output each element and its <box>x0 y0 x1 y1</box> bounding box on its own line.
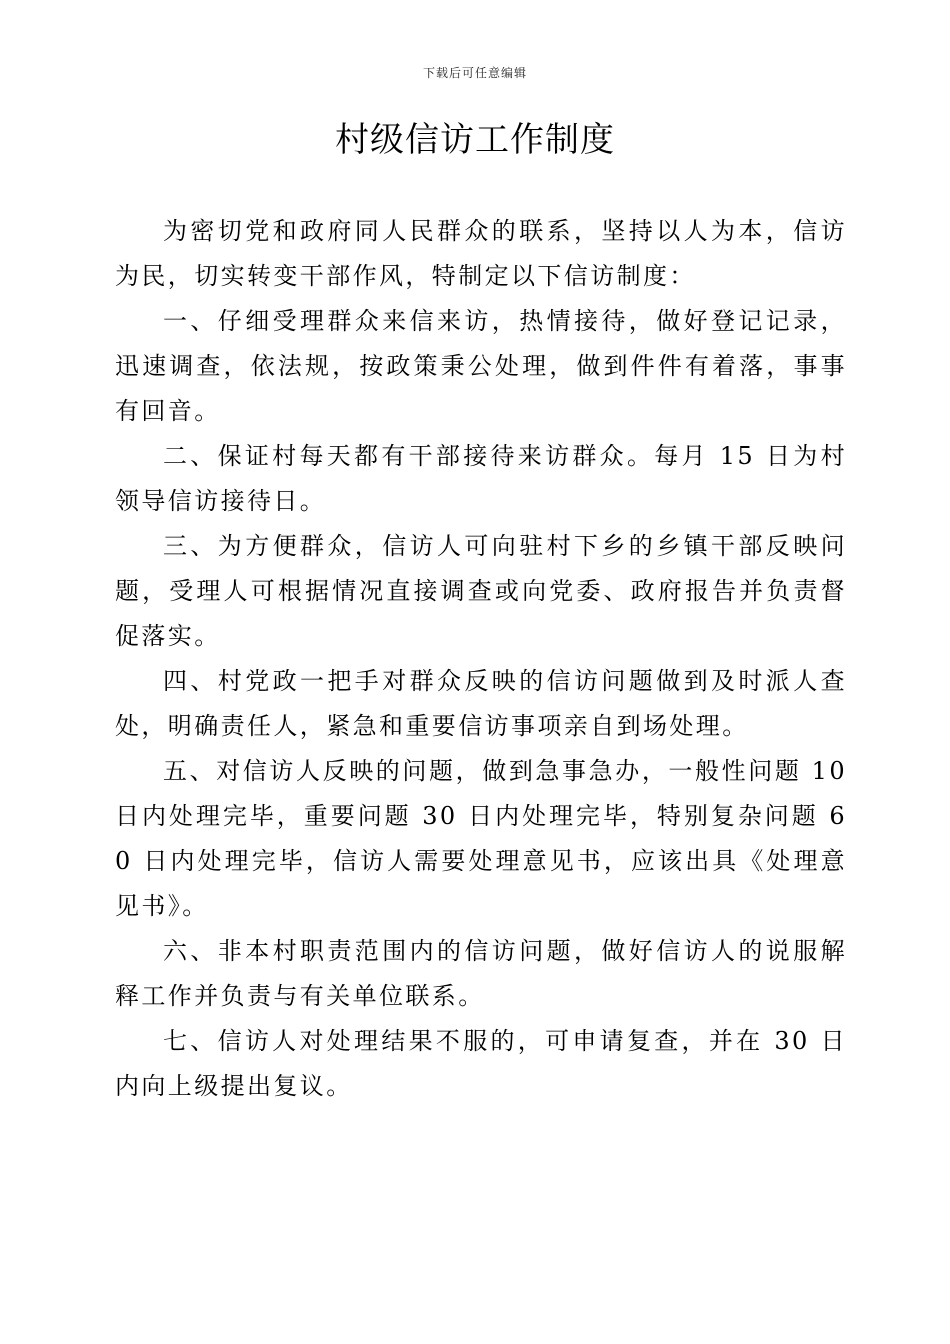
rule-paragraph-4: 四、村党政一把手对群众反映的信访问题做到及时派人查处，明确责任人，紧急和重要信访事项亲自到场处理。 <box>115 667 847 740</box>
document-body <box>115 209 847 1109</box>
header-note: 下载后可任意编辑 <box>422 66 527 80</box>
rule-paragraph-5: 五、对信访人反映的问题，做到急事急办，一般性问题 10 日内处理完毕，重要问题 30 日内处理完毕，特别复杂问题 60 日内处理完毕，信访人需要处理意见书，应该出具《处理意见书》。 <box>115 757 847 920</box>
rule-paragraph-3: 三、为方便群众，信访人可向驻村下乡的乡镇干部反映问题，受理人可根据情况直接调查或向党委、政府报告并负责督促落实。 <box>115 532 847 650</box>
intro-paragraph: 为密切党和政府同人民群众的联系，坚持以人为本，信访为民，切实转变干部作风，特制定以下信访制度： <box>115 217 847 290</box>
rule-paragraph-2: 二、保证村每天都有干部接待来访群众。每月 15 日为村领导信访接待日。 <box>115 442 847 515</box>
rule-paragraph-1: 一、仔细受理群众来信来访，热情接待，做好登记记录，迅速调查，依法规，按政策秉公处理，做到件件有着落，事事有回音。 <box>115 307 847 425</box>
rule-paragraph-6: 六、非本村职责范围内的信访问题，做好信访人的说服解释工作并负责与有关单位联系。 <box>115 937 847 1010</box>
document-title: 村级信访工作制度 <box>335 120 615 160</box>
rule-paragraph-7: 七、信访人对处理结果不服的，可申请复查，并在 30 日内向上级提出复议。 <box>115 1027 847 1100</box>
